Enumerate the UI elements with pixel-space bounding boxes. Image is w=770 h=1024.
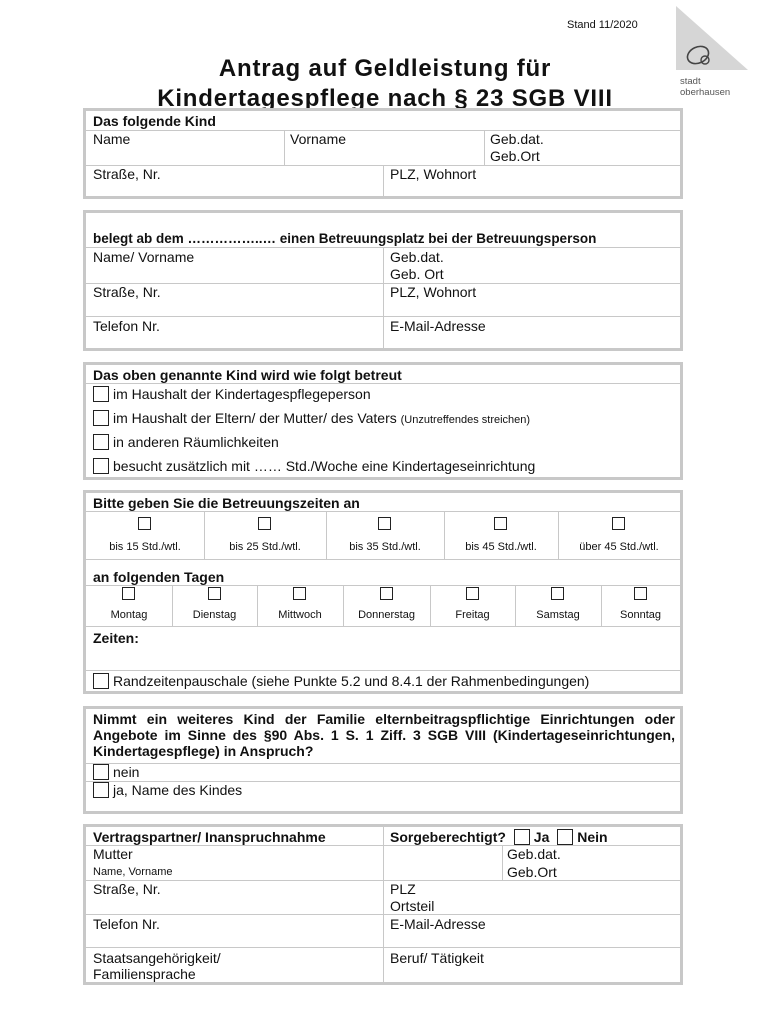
day-thursday[interactable] xyxy=(343,587,430,623)
hours-option-15[interactable] xyxy=(86,517,204,555)
divider xyxy=(86,880,680,881)
care-option-4[interactable] xyxy=(93,458,535,474)
custody-no-checkbox[interactable] xyxy=(557,829,573,845)
version-stamp: Stand 11/2020 xyxy=(567,19,638,31)
divider xyxy=(484,130,485,165)
caregiver-geb-dat-field[interactable]: Geb.dat. xyxy=(390,249,444,265)
times-label: Zeiten: xyxy=(93,630,139,646)
nationality-label-2: Familiensprache xyxy=(93,966,196,982)
caregiver-plz-field[interactable]: PLZ, Wohnort xyxy=(390,284,477,300)
child-street-field[interactable]: Straße, Nr. xyxy=(93,166,161,182)
divider xyxy=(86,763,680,764)
hours-option-35-label: bis 35 Std./wtl. xyxy=(349,541,421,553)
day-friday-label: Freitag xyxy=(455,609,490,621)
child-vorname-field[interactable]: Vorname xyxy=(290,131,347,147)
day-tuesday[interactable] xyxy=(172,587,257,623)
caregiver-section xyxy=(83,210,683,351)
day-friday[interactable] xyxy=(430,587,515,623)
divider xyxy=(383,165,384,199)
day-sunday-label: Sonntag xyxy=(620,609,661,621)
divider xyxy=(86,626,680,627)
child-plz-field[interactable]: PLZ, Wohnort xyxy=(390,166,477,182)
checkbox[interactable] xyxy=(122,587,135,600)
divider xyxy=(383,247,384,351)
mother-nationality-field[interactable] xyxy=(93,950,221,982)
checkbox[interactable] xyxy=(258,517,271,530)
divider xyxy=(86,914,680,915)
hours-option-over-45-label: über 45 Std./wtl. xyxy=(579,541,659,553)
care-times-heading: Bitte geben Sie die Betreuungszeiten an xyxy=(93,495,360,511)
randzeit-option[interactable] xyxy=(93,673,589,689)
checkbox[interactable] xyxy=(612,517,625,530)
care-option-1-label: im Haushalt der Kindertagespflegeperson xyxy=(113,386,371,402)
mother-district-field[interactable]: Ortsteil xyxy=(390,898,435,914)
divider xyxy=(86,383,680,384)
day-sunday[interactable] xyxy=(601,587,680,623)
mother-geb-dat-field[interactable]: Geb.dat. xyxy=(507,846,561,862)
divider xyxy=(86,845,680,846)
child-section-heading: Das folgende Kind xyxy=(93,113,216,129)
mother-phone-field[interactable]: Telefon Nr. xyxy=(93,916,160,932)
title-line-1: Antrag auf Geldleistung für xyxy=(218,55,552,82)
checkbox[interactable] xyxy=(378,517,391,530)
custody-yes-label: Ja xyxy=(533,829,550,845)
checkbox[interactable] xyxy=(634,587,647,600)
care-option-2-label: im Haushalt der Eltern/ der Mutter/ des Vaters xyxy=(113,410,397,426)
mother-plz-field[interactable]: PLZ xyxy=(390,881,416,897)
care-option-4-label: besucht zusätzlich mit …… Std./Woche eine Kindertageseinrichtung xyxy=(113,458,536,474)
checkbox[interactable] xyxy=(93,764,109,780)
custody-question xyxy=(390,829,608,845)
divider xyxy=(383,827,384,985)
mother-email-field[interactable]: E-Mail-Adresse xyxy=(390,916,486,932)
divider xyxy=(284,130,285,165)
day-saturday[interactable] xyxy=(515,587,601,623)
hours-option-45[interactable] xyxy=(444,517,558,555)
child-geb-dat-field[interactable]: Geb.dat. xyxy=(490,131,544,147)
divider xyxy=(502,845,503,880)
checkbox[interactable] xyxy=(93,434,109,450)
caregiver-name-field[interactable]: Name/ Vorname xyxy=(93,249,195,265)
city-logo-text xyxy=(680,76,730,98)
sibling-question: Nimmt ein weiteres Kind der Familie elternbeitragspflichtige Einrichtungen oder Angebote im Sinne des §90 Abs. 1 S. 1 Ziff. 3 SGB VIII (Kindertageseinrichtungen, Kindertagespflege) in Anspruch? xyxy=(93,711,675,759)
logo-word-1: stadt xyxy=(680,76,701,87)
nationality-label-1: Staatsangehörigkeit/ xyxy=(93,950,221,966)
hours-option-15-label: bis 15 Std./wtl. xyxy=(109,541,181,553)
caregiver-geb-ort-field[interactable]: Geb. Ort xyxy=(390,266,444,282)
care-option-2-note: (Unzutreffendes streichen) xyxy=(400,414,531,426)
mother-street-field[interactable]: Straße, Nr. xyxy=(93,881,161,897)
day-wednesday[interactable] xyxy=(257,587,343,623)
mother-name-field[interactable]: Name, Vorname xyxy=(93,866,173,878)
custody-yes-checkbox[interactable] xyxy=(514,829,530,845)
care-option-3[interactable] xyxy=(93,434,279,450)
hours-option-25-label: bis 25 Std./wtl. xyxy=(229,541,301,553)
checkbox[interactable] xyxy=(93,782,109,798)
care-option-2[interactable] xyxy=(93,410,530,428)
day-monday-label: Montag xyxy=(110,609,148,621)
care-location-heading: Das oben genannte Kind wird wie folgt betreut xyxy=(93,367,402,383)
divider xyxy=(86,130,680,131)
custody-label: Sorgeberechtigt? xyxy=(390,829,506,845)
care-location-section xyxy=(83,362,683,480)
randzeit-label: Randzeitenpauschale (siehe Punkte 5.2 und 8.4.1 der Rahmenbedingungen) xyxy=(113,673,590,689)
divider xyxy=(86,670,680,671)
care-times-section xyxy=(83,490,683,694)
mother-job-field[interactable]: Beruf/ Tätigkeit xyxy=(390,950,484,966)
caregiver-phone-field[interactable]: Telefon Nr. xyxy=(93,318,160,334)
sibling-option-no-label: nein xyxy=(113,764,140,780)
child-name-field[interactable]: Name xyxy=(93,131,131,147)
sibling-option-yes-label: ja, Name des Kindes xyxy=(113,782,243,798)
checkbox[interactable] xyxy=(208,587,221,600)
child-section xyxy=(83,108,683,199)
divider xyxy=(86,947,680,948)
caregiver-email-field[interactable]: E-Mail-Adresse xyxy=(390,318,486,334)
hours-option-35[interactable] xyxy=(326,517,444,555)
sibling-option-no[interactable] xyxy=(93,764,139,780)
caregiver-street-field[interactable]: Straße, Nr. xyxy=(93,284,161,300)
logo-word-2: oberhausen xyxy=(680,87,731,98)
checkbox[interactable] xyxy=(494,517,507,530)
checkbox[interactable] xyxy=(93,673,109,689)
checkbox[interactable] xyxy=(551,587,564,600)
care-option-1[interactable] xyxy=(93,386,371,402)
title-line-2: Kindertagespflege nach § 23 SGB VIII xyxy=(157,85,613,112)
day-monday[interactable] xyxy=(86,587,172,623)
day-wednesday-label: Mittwoch xyxy=(278,609,322,621)
checkbox[interactable] xyxy=(138,517,151,530)
checkbox[interactable] xyxy=(293,587,306,600)
custody-no-label: Nein xyxy=(577,829,608,845)
checkbox[interactable] xyxy=(93,458,109,474)
checkbox[interactable] xyxy=(93,410,109,426)
sibling-section xyxy=(83,706,683,814)
caregiver-section-heading: belegt ab dem ……………..… einen Betreuungsplatz bei der Betreuungsperson xyxy=(93,231,597,246)
checkbox[interactable] xyxy=(93,386,109,402)
page-title xyxy=(100,54,670,114)
divider xyxy=(86,283,680,284)
sibling-option-yes[interactable] xyxy=(93,782,242,798)
divider xyxy=(86,316,680,317)
care-option-3-label: in anderen Räumlichkeiten xyxy=(113,434,279,450)
hours-option-45-label: bis 45 Std./wtl. xyxy=(465,541,537,553)
mother-label: Mutter xyxy=(93,846,133,862)
day-thursday-label: Donnerstag xyxy=(358,609,415,621)
contract-partner-section xyxy=(83,824,683,985)
days-heading: an folgenden Tagen xyxy=(93,569,225,585)
divider xyxy=(86,511,680,512)
day-saturday-label: Samstag xyxy=(536,609,580,621)
hours-option-over-45[interactable] xyxy=(558,517,680,555)
divider xyxy=(86,585,680,586)
city-logo-icon xyxy=(676,6,750,76)
hours-option-25[interactable] xyxy=(204,517,326,555)
day-tuesday-label: Dienstag xyxy=(192,609,237,621)
contract-partner-heading: Vertragspartner/ Inanspruchnahme xyxy=(93,829,326,845)
divider xyxy=(86,559,680,560)
child-geb-ort-field[interactable]: Geb.Ort xyxy=(490,148,540,164)
checkbox[interactable] xyxy=(380,587,393,600)
mother-geb-ort-field[interactable]: Geb.Ort xyxy=(507,864,557,880)
checkbox[interactable] xyxy=(466,587,479,600)
